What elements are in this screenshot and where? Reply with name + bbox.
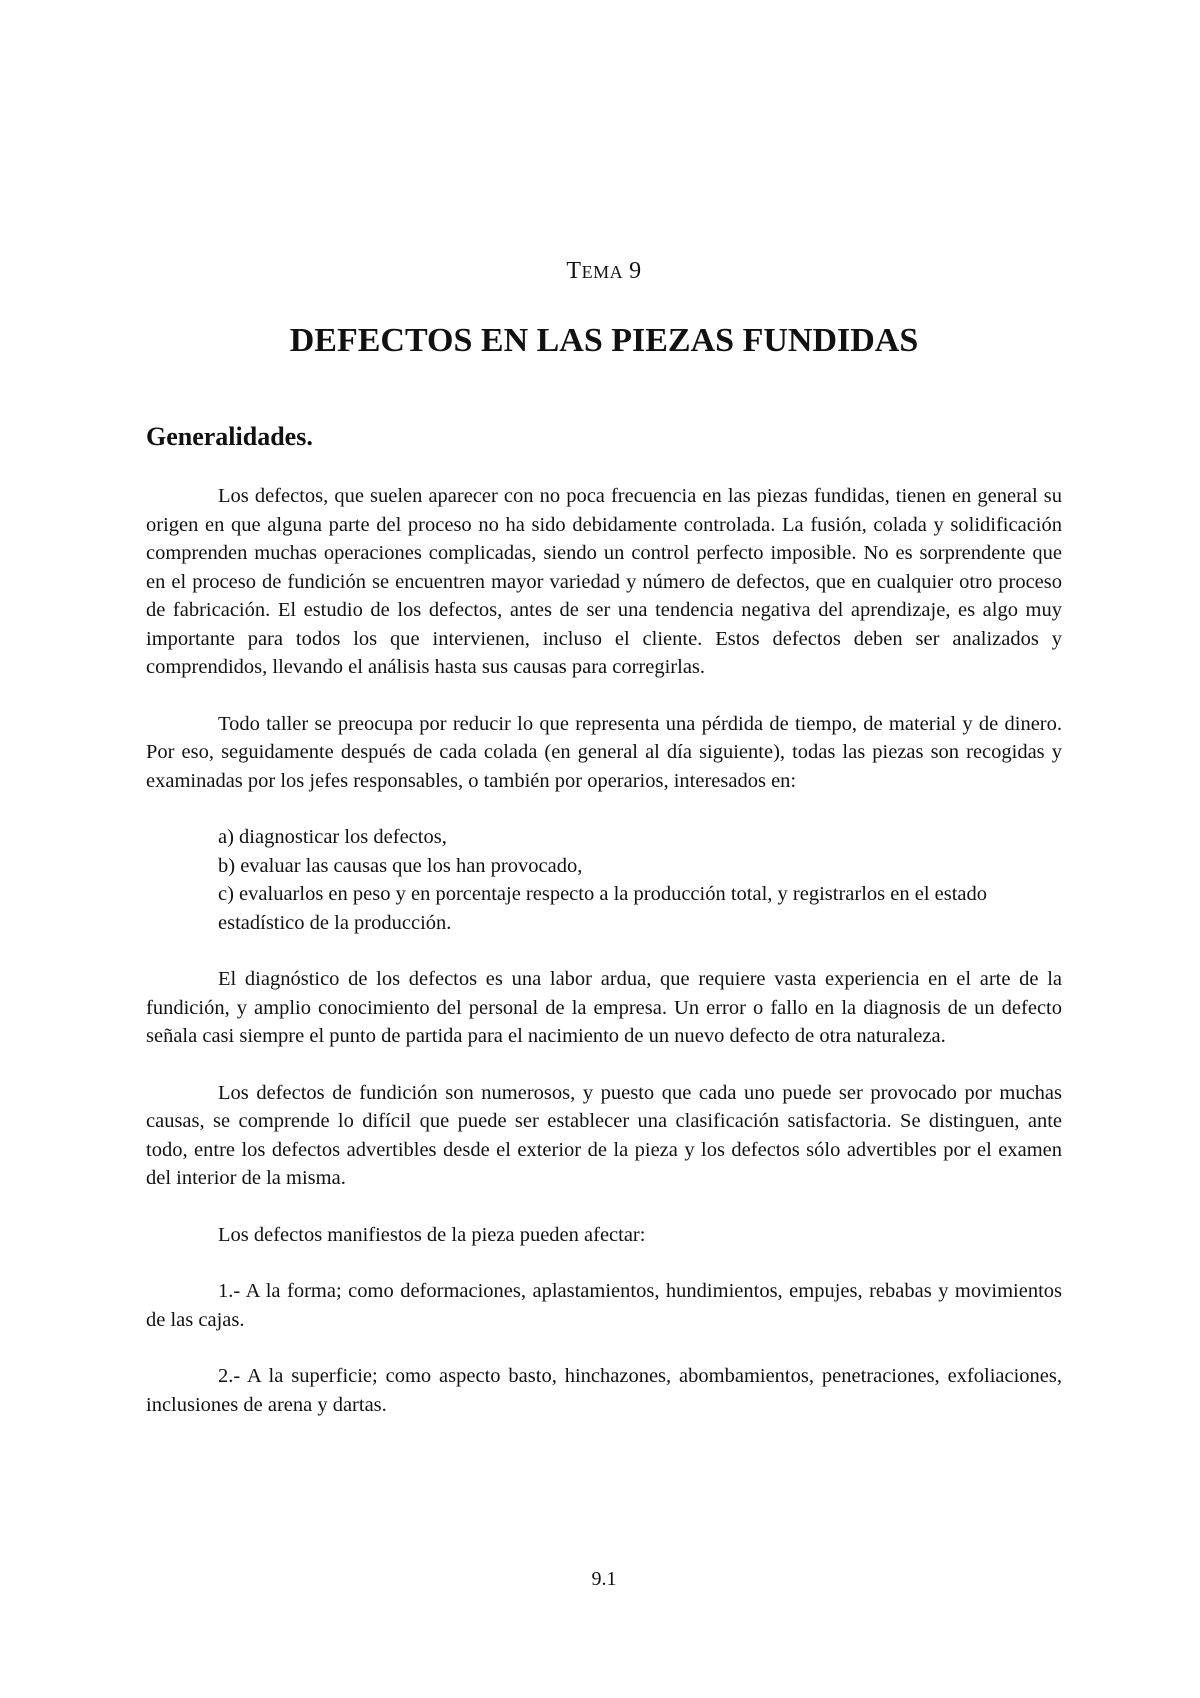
paragraph-intro: Los defectos, que suelen aparecer con no poca frecuencia en las piezas fundidas, tienen en general su origen en que alguna parte del proceso no ha sido debidamente controlada. La fusión, colada y solidificación comprenden muchas operaciones complicadas, siendo un control perfecto imposible. No es sorprendente que en el proceso de fundición se encuentren mayor variedad y número de defectos, que en cualquier otro proceso de fabricación. El estudio de los defectos, antes de ser una tendencia negativa del aprendizaje, es algo muy importante para todos los que intervienen, incluso el cliente. Estos defectos deben ser analizados y comprendidos, llevando el análisis hasta sus causas para corregirlas. xyxy=(146,485,1062,678)
list-item: c) evaluarlos en peso y en porcentaje respecto a la producción total, y registrarlos en el estado estadístico de la producción. xyxy=(218,883,988,934)
list-item: a) diagnosticar los defectos, xyxy=(218,826,447,848)
list-item: b) evaluar las causas que los han provocado, xyxy=(218,854,583,877)
section-heading: Generalidades. xyxy=(146,422,313,451)
paragraph-workshop: Todo taller se preocupa por reducir lo que representa una pérdida de tiempo, de material y de dinero. Por eso, seguidamente después de cada colada (en general al día siguiente), todas las piezas son recogidas y examinadas por los jefes responsables, o también por operarios, interesados en: xyxy=(146,712,1062,792)
paragraph-surface-defects: 2.- A la superficie; como aspecto basto, hinchazones, abombamientos, penetraciones, exfoliaciones, inclusiones de arena y dartas. xyxy=(146,1365,1062,1416)
paragraph-manifest-defects: Los defectos manifiestos de la pieza pueden afectar: xyxy=(218,1223,646,1246)
body-text xyxy=(146,482,1062,1447)
paragraph-diagnosis: El diagnóstico de los defectos es una labor ardua, que requiere vasta experiencia en el arte de la fundición, y amplio conocimiento del personal de la empresa. Un error o fallo en la diagnosis de un defecto señala casi siempre el punto de partida para el nacimiento de un nuevo defecto de otra naturaleza. xyxy=(146,968,1062,1047)
chapter-label xyxy=(146,258,1062,285)
chapter-number: 9 xyxy=(629,258,642,284)
paragraph-shape-defects: 1.- A la forma; como deformaciones, aplastamientos, hundimientos, empujes, rebabas y movimientos de las cajas. xyxy=(146,1280,1062,1331)
chapter-label-initial: T xyxy=(566,258,582,284)
page-title: DEFECTOS EN LAS PIEZAS FUNDIDAS xyxy=(289,322,919,359)
document-page xyxy=(146,0,1062,1698)
chapter-label-word: EMA xyxy=(581,262,624,282)
task-list xyxy=(146,823,1062,937)
paragraph-classification: Los defectos de fundición son numerosos, y puesto que cada uno puede ser provocado por muchas causas, se comprende lo difícil que puede ser establecer una clasificación satisfactoria. Se distinguen, ante todo, entre los defectos advertibles desde el exterior de la pieza y los defectos sólo advertibles por el examen del interior de la misma. xyxy=(146,1081,1062,1189)
page-number: 9.1 xyxy=(591,1568,617,1590)
